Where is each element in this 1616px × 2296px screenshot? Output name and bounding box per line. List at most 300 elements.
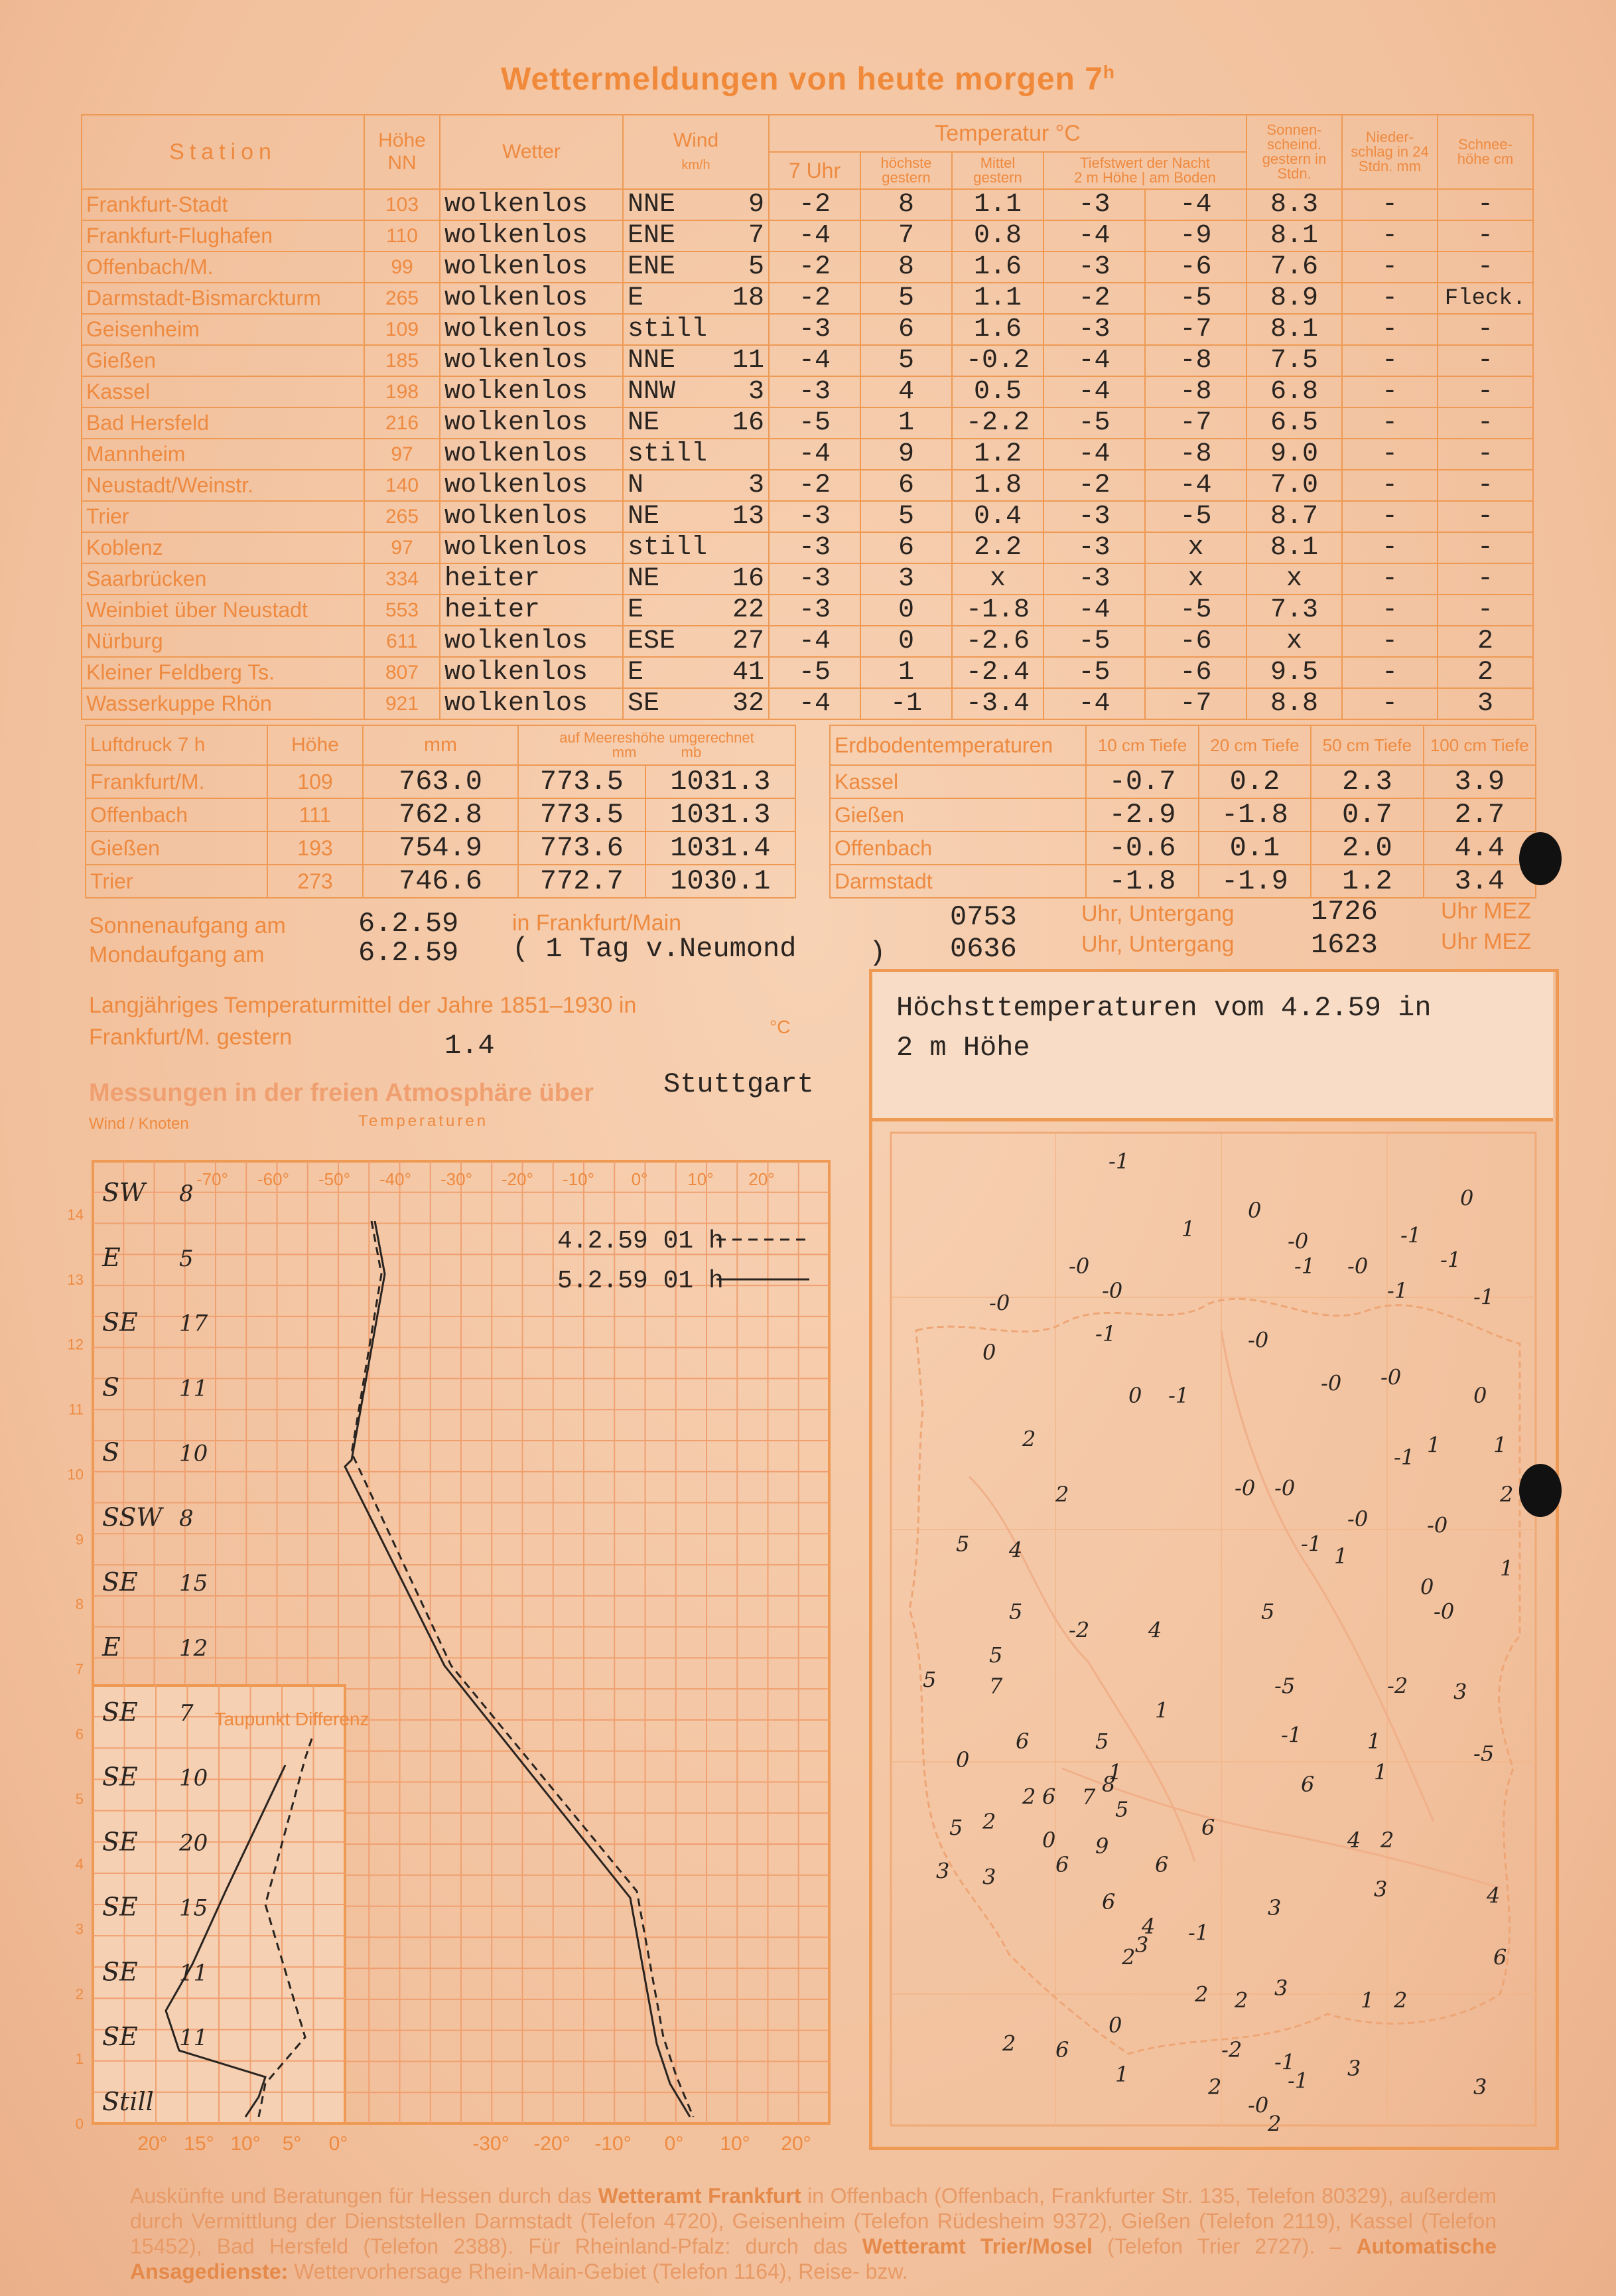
footer-text: Auskünfte und Beratungen für Hessen durch das Wetteramt Frankfurt in Offenbach (Offenbach, Frankfurter Str. 135, Telefon 80329), außerdem durch Vermittlung der Dienststellen Darmstadt (Telefon 4720), Geisenheim (Telefon Rüdesheim 9372), Gießen (Telefon 2119), Kassel (Telefon 15452), Bad Hersfeld (Telefon 2388). Für Rheinland-Pfalz: durch das Wetteramt Trier/Mosel (Telefon Trier 2727). – Automatische Ansagedienste: Wettervorhersage Rhein-Main-Gebiet (Telefon 1164), Reise- bzw. bbox=[130, 2184, 1497, 2283]
map-temp-value: -0 bbox=[1434, 1599, 1455, 1624]
station-name: Darmstadt-Bismarckturm bbox=[82, 283, 364, 314]
pressure-h: 111 bbox=[267, 798, 363, 831]
pressure-row bbox=[86, 831, 795, 865]
map-temp-value: -0 bbox=[1288, 1228, 1309, 1254]
precip: - bbox=[1342, 595, 1438, 626]
sunshine: 8.9 bbox=[1246, 283, 1342, 314]
pressure-mm: 763.0 bbox=[363, 765, 518, 798]
weather: wolkenlos bbox=[440, 439, 623, 470]
km-tick: 5 bbox=[75, 1790, 84, 1808]
temp-min-2m: -5 bbox=[1044, 626, 1145, 657]
map-temp-value: -0 bbox=[1069, 1253, 1090, 1279]
soil-row bbox=[830, 831, 1536, 865]
sunshine: 6.5 bbox=[1246, 407, 1342, 439]
snow: - bbox=[1438, 470, 1533, 501]
soil-d: 3.4 bbox=[1424, 865, 1536, 898]
map-title-line1: Höchsttemperaturen vom 4.2.59 in bbox=[896, 992, 1432, 1024]
temp-mean: 1.6 bbox=[952, 251, 1044, 283]
map-temp-value: 4 bbox=[1142, 1914, 1156, 1939]
wind-dir: SE bbox=[102, 1307, 138, 1337]
map-temp-value: 6 bbox=[1016, 1729, 1030, 1754]
temp-mean: -2.4 bbox=[952, 657, 1044, 688]
sunshine: 8.8 bbox=[1246, 688, 1342, 719]
km-tick: 2 bbox=[75, 1985, 84, 2003]
col-7uhr: 7 Uhr bbox=[769, 152, 860, 189]
map-temp-value: 1 bbox=[1109, 1759, 1122, 1785]
map-temp-value: 6 bbox=[1301, 1772, 1315, 1798]
temp-mean: -2.6 bbox=[952, 626, 1044, 657]
map-temp-value: -0 bbox=[1248, 1327, 1269, 1353]
col-station: Station bbox=[82, 115, 364, 189]
station-altitude: 216 bbox=[364, 407, 440, 439]
map-title-line2: 2 m Höhe bbox=[896, 1032, 1030, 1064]
wind: NE 16 bbox=[623, 407, 769, 439]
soil-c: 1.2 bbox=[1311, 865, 1423, 898]
wind-dir: S bbox=[102, 1372, 120, 1402]
map-temp-value: 8 bbox=[1102, 1772, 1116, 1798]
soil-d: 4.4 bbox=[1424, 831, 1536, 865]
map-temp-value: -1 bbox=[1400, 1222, 1422, 1248]
map-temp-value: 1 bbox=[1374, 1759, 1388, 1785]
map-temp-value: 0 bbox=[1248, 1198, 1262, 1224]
temp-7h: -3 bbox=[769, 563, 860, 595]
map-temp-value: 5 bbox=[989, 1642, 1003, 1668]
map-temp-value: 1 bbox=[1334, 1543, 1348, 1569]
temp-min-2m: -3 bbox=[1044, 501, 1145, 532]
wind-dir: SE bbox=[102, 1892, 138, 1922]
x-tick: -70° bbox=[196, 1169, 228, 1189]
temp-min-ground: x bbox=[1145, 563, 1246, 595]
legend-2: 5.2.59 01 h bbox=[557, 1267, 724, 1295]
temp-min-2m: -3 bbox=[1044, 314, 1145, 345]
station-row bbox=[82, 407, 1533, 439]
wind: still bbox=[623, 314, 769, 345]
moonrise-time: 0636 bbox=[950, 933, 1017, 965]
sunshine: 9.5 bbox=[1246, 657, 1342, 688]
temp-7h: -3 bbox=[769, 595, 860, 626]
sunshine: 7.3 bbox=[1246, 595, 1342, 626]
mean-label-2: Frankfurt/M. gestern bbox=[89, 1025, 293, 1050]
map-temp-value: -2 bbox=[1221, 2037, 1243, 2062]
col-hoechste: höchste gestern bbox=[860, 152, 952, 189]
temp-min-ground: -9 bbox=[1145, 220, 1246, 251]
wind-speed: 5 bbox=[179, 1245, 194, 1272]
x-tick-bottom: -10° bbox=[594, 2133, 632, 2155]
temp-7h: -4 bbox=[769, 220, 860, 251]
map-temp-value: 3 bbox=[1274, 1975, 1288, 2001]
km-tick: 4 bbox=[75, 1855, 84, 1873]
map-temp-value: -5 bbox=[1274, 1673, 1296, 1699]
moonrise-date: 6.2.59 bbox=[358, 937, 459, 969]
station-altitude: 140 bbox=[364, 470, 440, 501]
soil-c: 0.7 bbox=[1311, 798, 1423, 831]
station-row bbox=[82, 626, 1533, 657]
pressure-mm: 746.6 bbox=[363, 865, 518, 898]
map-temp-value: 2 bbox=[1235, 1987, 1248, 2013]
weather: heiter bbox=[440, 563, 623, 595]
wind: NE 16 bbox=[623, 563, 769, 595]
map-temp-value: 2 bbox=[1208, 2074, 1222, 2100]
temp-mean: 1.1 bbox=[952, 283, 1044, 314]
temp-mean: -1.8 bbox=[952, 595, 1044, 626]
km-tick: 6 bbox=[75, 1725, 84, 1743]
map-temp-value: -1 bbox=[1288, 2068, 1309, 2094]
temp-7h: -3 bbox=[769, 501, 860, 532]
station-row bbox=[82, 376, 1533, 407]
precip: - bbox=[1342, 626, 1438, 657]
temp-max: 6 bbox=[860, 470, 952, 501]
km-tick: 11 bbox=[68, 1401, 84, 1418]
station-name: Frankfurt-Flughafen bbox=[82, 220, 364, 251]
temp-min-2m: -5 bbox=[1044, 407, 1145, 439]
page-title: Wettermeldungen von heute morgen 7$^h$ bbox=[501, 62, 1115, 97]
punch-hole bbox=[1519, 832, 1562, 885]
pressure-h: 273 bbox=[267, 865, 363, 898]
precip: - bbox=[1342, 470, 1438, 501]
pressure-name: Frankfurt/M. bbox=[86, 765, 267, 798]
temp-min-2m: -4 bbox=[1044, 439, 1145, 470]
map-temp-value: 2 bbox=[1195, 1981, 1209, 2007]
station-row bbox=[82, 189, 1533, 220]
x-tick: -60° bbox=[257, 1169, 289, 1189]
km-tick: 0 bbox=[75, 2116, 84, 2132]
map-temp-value: 1 bbox=[1155, 1697, 1169, 1723]
station-altitude: 807 bbox=[364, 657, 440, 688]
sunshine: 8.3 bbox=[1246, 189, 1342, 220]
map-temp-value: 2 bbox=[1022, 1426, 1036, 1452]
station-altitude: 265 bbox=[364, 501, 440, 532]
temp-7h: -4 bbox=[769, 626, 860, 657]
map-temp-value: -1 bbox=[1394, 1445, 1415, 1471]
precip: - bbox=[1342, 407, 1438, 439]
col-wind: Wind km/h bbox=[623, 115, 769, 189]
map-temp-value: 0 bbox=[1128, 1383, 1142, 1409]
map-temp-value: 5 bbox=[1009, 1599, 1023, 1624]
wind: ENE 7 bbox=[623, 220, 769, 251]
snow: - bbox=[1438, 376, 1533, 407]
pressure-row bbox=[86, 765, 795, 798]
station-row bbox=[82, 283, 1533, 314]
wind-dir: SE bbox=[102, 1697, 138, 1727]
temp-max: 0 bbox=[860, 595, 952, 626]
temp-7h: -4 bbox=[769, 345, 860, 376]
map-temp-value: 5 bbox=[956, 1531, 970, 1557]
precip: - bbox=[1342, 314, 1438, 345]
precip: - bbox=[1342, 283, 1438, 314]
map-temp-value: 0 bbox=[956, 1747, 970, 1772]
map-temp-value: 6 bbox=[1493, 1944, 1507, 1970]
atmo-wind-label: Wind / Knoten bbox=[89, 1115, 189, 1133]
temp-7h: -2 bbox=[769, 189, 860, 220]
wind-dir: SE bbox=[102, 1567, 138, 1597]
temp-min-ground: -4 bbox=[1145, 470, 1246, 501]
station-altitude: 110 bbox=[364, 220, 440, 251]
temp-mean: 1.2 bbox=[952, 439, 1044, 470]
map-temp-value: -0 bbox=[1380, 1364, 1402, 1390]
map-temp-value: 0 bbox=[1473, 1383, 1487, 1409]
wind-dir: Still bbox=[102, 2087, 154, 2116]
temp-min-ground: -6 bbox=[1145, 626, 1246, 657]
station-name: Gießen bbox=[82, 345, 364, 376]
map-temp-value: 3 bbox=[1135, 1932, 1149, 1958]
station-name: Nürburg bbox=[82, 626, 364, 657]
moonset-time: 1623 bbox=[1311, 929, 1378, 961]
snow: - bbox=[1438, 220, 1533, 251]
station-row bbox=[82, 439, 1533, 470]
wind-dir: E bbox=[102, 1632, 121, 1662]
soil-d: 2.7 bbox=[1424, 798, 1536, 831]
soil-name: Offenbach bbox=[830, 831, 1086, 865]
station-table bbox=[81, 114, 1534, 720]
wind: E 22 bbox=[623, 595, 769, 626]
temp-7h: -5 bbox=[769, 407, 860, 439]
map-temp-value: 5 bbox=[923, 1667, 937, 1692]
temp-min-2m: -4 bbox=[1044, 376, 1145, 407]
sunshine: 8.1 bbox=[1246, 314, 1342, 345]
map-temp-value: -0 bbox=[1248, 2092, 1269, 2118]
sounding-chart bbox=[67, 1148, 842, 2155]
map-temp-value: 3 bbox=[936, 1858, 950, 1884]
wind-dir: SE bbox=[102, 2022, 138, 2052]
soil-a: -1.8 bbox=[1086, 865, 1198, 898]
weather: wolkenlos bbox=[440, 220, 623, 251]
map-temp-value: 3 bbox=[1374, 1877, 1388, 1902]
wind: still bbox=[623, 439, 769, 470]
temp-min-ground: -7 bbox=[1145, 314, 1246, 345]
temp-7h: -3 bbox=[769, 314, 860, 345]
station-altitude: 109 bbox=[364, 314, 440, 345]
station-name: Neustadt/Weinstr. bbox=[82, 470, 364, 501]
temp-profile-5feb bbox=[345, 1221, 690, 2117]
weather: wolkenlos bbox=[440, 407, 623, 439]
map-temp-value: -1 bbox=[1109, 1148, 1130, 1174]
weather: wolkenlos bbox=[440, 376, 623, 407]
precip: - bbox=[1342, 220, 1438, 251]
mean-unit: °C bbox=[770, 1017, 791, 1037]
sunshine: 8.1 bbox=[1246, 220, 1342, 251]
soil-row bbox=[830, 798, 1536, 831]
wind: E 18 bbox=[623, 283, 769, 314]
station-altitude: 611 bbox=[364, 626, 440, 657]
station-row bbox=[82, 220, 1533, 251]
map-temp-value: 1 bbox=[1361, 1987, 1375, 2013]
snow: - bbox=[1438, 563, 1533, 595]
temp-max: 8 bbox=[860, 189, 952, 220]
wind: NNW 3 bbox=[623, 376, 769, 407]
map-temp-value: -0 bbox=[1347, 1253, 1369, 1279]
temp-min-ground: -4 bbox=[1145, 189, 1246, 220]
snow: 2 bbox=[1438, 657, 1533, 688]
wind: NNE 11 bbox=[623, 345, 769, 376]
snow: - bbox=[1438, 189, 1533, 220]
map-temp-value: 2 bbox=[1022, 1784, 1036, 1810]
station-row bbox=[82, 345, 1533, 376]
temp-mean: -2.2 bbox=[952, 407, 1044, 439]
station-altitude: 921 bbox=[364, 688, 440, 719]
wind: still bbox=[623, 532, 769, 563]
pressure-mb: 1031.3 bbox=[645, 765, 795, 798]
map-temp-value: -1 bbox=[1440, 1247, 1461, 1273]
station-altitude: 185 bbox=[364, 345, 440, 376]
map-temp-value: 4 bbox=[1009, 1537, 1023, 1563]
map-temp-value: 4 bbox=[1487, 1883, 1501, 1908]
map-temp-value: 4 bbox=[1347, 1827, 1361, 1853]
x-tick: -20° bbox=[502, 1169, 533, 1189]
temp-min-2m: -3 bbox=[1044, 532, 1145, 563]
sunrise-date: 6.2.59 bbox=[358, 908, 459, 940]
map-temp-value: 1 bbox=[1493, 1432, 1507, 1458]
temp-mean: x bbox=[952, 563, 1044, 595]
temp-min-2m: -2 bbox=[1044, 283, 1145, 314]
precip: - bbox=[1342, 376, 1438, 407]
temp-mean: -3.4 bbox=[952, 688, 1044, 719]
weather: wolkenlos bbox=[440, 283, 623, 314]
temp-max: 1 bbox=[860, 407, 952, 439]
x-tick: -10° bbox=[563, 1169, 594, 1189]
atmo-place: Stuttgart bbox=[663, 1068, 814, 1100]
map-temp-value: 3 bbox=[1268, 1895, 1282, 1921]
temp-max: 6 bbox=[860, 314, 952, 345]
map-temp-value: -2 bbox=[1069, 1617, 1090, 1643]
station-name: Trier bbox=[82, 501, 364, 532]
sunshine: 7.0 bbox=[1246, 470, 1342, 501]
wind-speed: 11 bbox=[179, 1375, 208, 1402]
station-name: Kassel bbox=[82, 376, 364, 407]
moonrise-label: Mondaufgang am bbox=[89, 942, 265, 968]
map-temp-value: -0 bbox=[1347, 1506, 1369, 1532]
map-temp-value: -1 bbox=[1274, 2049, 1296, 2075]
soil-name: Darmstadt bbox=[830, 865, 1086, 898]
x-tick-bottom: 0° bbox=[664, 2133, 684, 2155]
station-row bbox=[82, 314, 1533, 345]
col-hoehe: Höhe NN bbox=[364, 115, 440, 189]
map-temp-value: -0 bbox=[1274, 1475, 1296, 1501]
map-temp-value: 3 bbox=[1453, 1679, 1467, 1705]
map-temp-value: 5 bbox=[1095, 1729, 1109, 1754]
moonset-label: Uhr, Untergang bbox=[1081, 932, 1235, 957]
temp-min-2m: -2 bbox=[1044, 470, 1145, 501]
km-tick: 13 bbox=[67, 1271, 84, 1288]
pressure-mb: 1030.1 bbox=[645, 865, 795, 898]
temp-7h: -5 bbox=[769, 657, 860, 688]
soil-a: -0.7 bbox=[1086, 765, 1198, 798]
map-temp-value: 2 bbox=[1055, 1482, 1069, 1507]
punch-hole bbox=[1519, 1464, 1562, 1517]
pressure-h: 193 bbox=[267, 831, 363, 865]
temp-min-ground: -5 bbox=[1145, 595, 1246, 626]
temp-min-2m: -3 bbox=[1044, 189, 1145, 220]
wind: NNE 9 bbox=[623, 189, 769, 220]
temp-min-2m: -4 bbox=[1044, 220, 1145, 251]
wind-speed: 12 bbox=[179, 1635, 208, 1662]
map-temp-value: -1 bbox=[1168, 1383, 1189, 1409]
weather: heiter bbox=[440, 595, 623, 626]
temp-7h: -3 bbox=[769, 532, 860, 563]
weather: wolkenlos bbox=[440, 470, 623, 501]
wind-dir: SE bbox=[102, 1762, 138, 1792]
temp-min-ground: -5 bbox=[1145, 283, 1246, 314]
map-temp-value: -0 bbox=[1102, 1278, 1123, 1304]
temp-min-ground: -7 bbox=[1145, 688, 1246, 719]
map-temp-value: -1 bbox=[1473, 1284, 1495, 1310]
sunshine: 8.7 bbox=[1246, 501, 1342, 532]
x-tick-bottom: 5° bbox=[282, 2133, 302, 2155]
soil-b: -1.9 bbox=[1199, 865, 1311, 898]
map-temp-value: 7 bbox=[1082, 1784, 1096, 1810]
pressure-name: Offenbach bbox=[86, 798, 267, 831]
pressure-mm2: 772.7 bbox=[518, 865, 645, 898]
wind: ESE 27 bbox=[623, 626, 769, 657]
pressure-mb: 1031.3 bbox=[645, 798, 795, 831]
temp-min-2m: -3 bbox=[1044, 251, 1145, 283]
wind: E 41 bbox=[623, 657, 769, 688]
km-tick: 3 bbox=[75, 1920, 84, 1938]
wind-speed: 7 bbox=[179, 1699, 194, 1727]
soil-name: Kassel bbox=[830, 765, 1086, 798]
temp-min-ground: -6 bbox=[1145, 251, 1246, 283]
wind-dir: SE bbox=[102, 1827, 138, 1857]
map-temp-value: -0 bbox=[1427, 1512, 1448, 1538]
x-tick: -40° bbox=[379, 1169, 411, 1189]
map-temp-value: 3 bbox=[1347, 2055, 1361, 2081]
atmo-temp-label: Temperaturen bbox=[358, 1112, 489, 1130]
temp-max: 5 bbox=[860, 283, 952, 314]
station-row bbox=[82, 595, 1533, 626]
precip: - bbox=[1342, 439, 1438, 470]
temp-min-ground: -8 bbox=[1145, 439, 1246, 470]
sunshine: 8.1 bbox=[1246, 532, 1342, 563]
temp-mean: 2.2 bbox=[952, 532, 1044, 563]
map-temp-value: 6 bbox=[1201, 1815, 1215, 1841]
sunshine: 7.6 bbox=[1246, 251, 1342, 283]
station-altitude: 265 bbox=[364, 283, 440, 314]
weather: wolkenlos bbox=[440, 626, 623, 657]
km-tick: 12 bbox=[67, 1336, 84, 1353]
map-temp-value: 0 bbox=[1460, 1185, 1474, 1211]
wind-dir: S bbox=[102, 1437, 120, 1467]
station-name: Wasserkuppe Rhön bbox=[82, 688, 364, 719]
map-title-box bbox=[872, 972, 1553, 1121]
x-tick-bottom: 10° bbox=[720, 2133, 750, 2155]
map-temp-value: 2 bbox=[1500, 1482, 1514, 1507]
km-tick: 1 bbox=[75, 2050, 84, 2068]
temp-min-ground: -5 bbox=[1145, 501, 1246, 532]
map-temp-value: -1 bbox=[1188, 1920, 1209, 1946]
pressure-row bbox=[86, 798, 795, 831]
temp-min-ground: -8 bbox=[1145, 376, 1246, 407]
wind-speed: 11 bbox=[179, 1960, 208, 1987]
map-temp-value: 6 bbox=[1055, 1852, 1069, 1877]
map-temp-value: 2 bbox=[1268, 2111, 1282, 2137]
temp-min-2m: -5 bbox=[1044, 657, 1145, 688]
station-row bbox=[82, 501, 1533, 532]
temp-max: 8 bbox=[860, 251, 952, 283]
pressure-mm: 754.9 bbox=[363, 831, 518, 865]
map-temp-value: 6 bbox=[1102, 1889, 1116, 1914]
map-temp-value: -1 bbox=[1301, 1531, 1322, 1557]
x-tick: 10° bbox=[687, 1169, 714, 1189]
moon-bracket: ) bbox=[869, 937, 886, 969]
temp-mean: 0.5 bbox=[952, 376, 1044, 407]
precip: - bbox=[1342, 657, 1438, 688]
weather: wolkenlos bbox=[440, 657, 623, 688]
map-temp-value: 0 bbox=[1042, 1827, 1056, 1853]
mean-value: 1.4 bbox=[444, 1030, 495, 1062]
temp-7h: -4 bbox=[769, 688, 860, 719]
map-temp-value: 6 bbox=[1055, 2037, 1069, 2062]
col-nieder: Nieder-schlag in 24 Stdn. mm bbox=[1342, 115, 1438, 189]
snow: - bbox=[1438, 595, 1533, 626]
